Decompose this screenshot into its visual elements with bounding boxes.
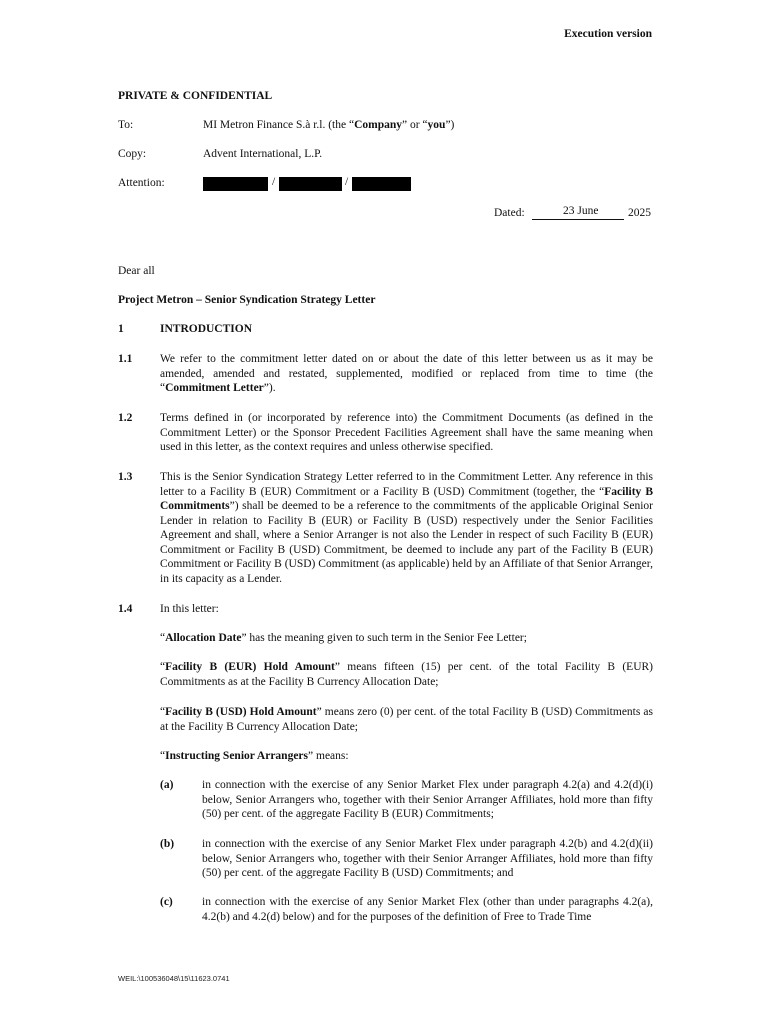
copy-label: Copy: bbox=[118, 148, 147, 160]
facility-b-commitments-term: Facility B Commitments bbox=[160, 485, 653, 512]
clause-number-1-2: 1.2 bbox=[118, 412, 133, 424]
section-title: INTRODUCTION bbox=[160, 323, 253, 335]
to-label: To: bbox=[118, 119, 134, 131]
subject-line: Project Metron – Senior Syndication Strategy Letter bbox=[118, 294, 376, 306]
item-c-text: in connection with the exercise of any Senior Market Flex (other than under paragraphs 4.2(a), 4.2(b) and 4.2(d) below) and for the purposes of the definition of Free to Trade Time bbox=[202, 896, 653, 923]
copy-value: Advent International, L.P. bbox=[203, 148, 323, 160]
definition-instructing-senior-arrangers: “Instructing Senior Arrangers” means: bbox=[160, 750, 349, 762]
dated-day: 23 June bbox=[563, 205, 599, 217]
attention-separator-2: / bbox=[345, 176, 349, 188]
clause-1-2-text: Terms defined in (or incorporated by reference into) the Commitment Documents (as defined in the Commitment Letter) or the Sponsor Precedent Facilities Agreement shall have the same meaning when used in this letter, as the context requires and unless otherwise specified. bbox=[160, 412, 653, 453]
clause-number-1-3: 1.3 bbox=[118, 471, 133, 483]
attention-separator-1: / bbox=[272, 176, 276, 188]
dated-label: Dated: bbox=[494, 207, 525, 219]
item-a-text: in connection with the exercise of any Senior Market Flex under paragraph 4.2(a) and 4.2(d)(i) below, Senior Arrangers who, together with their Senior Arranger Affiliates, hold more than fifty (50) per cent. of the aggregate Facility B (EUR) Commitments; bbox=[202, 779, 653, 820]
clause-number-1-4: 1.4 bbox=[118, 603, 133, 615]
redaction-block-2 bbox=[279, 177, 342, 191]
redaction-block-1 bbox=[203, 177, 268, 191]
clause-1-3-text: This is the Senior Syndication Strategy Letter referred to in the Commitment Letter. Any reference in this letter to a Facility B (EUR) Commitment or a Facility B (USD) Commitment (together, the “Facility B Commitments”) shall be deemed to be a reference to the commitments of the applicable Original Senior Lender in relation to Facility B (EUR) or Facility B (USD) respectively under the Senior Facilities Agreement and shall, where a Senior Arranger is not also the Lender in respect of such Facility B (EUR) Commitment or Facility B (USD) Commitment, be deemed to include any part of the Facility B (EUR) Commitment or Facility B (USD) Commitment (as applicable) held by an Affiliate of that Senior Arranger, in its capacity as a Lender. bbox=[160, 471, 653, 585]
commitment-letter-term: Commitment Letter bbox=[165, 382, 264, 394]
salutation: Dear all bbox=[118, 265, 155, 277]
clause-1-1-text: We refer to the commitment letter dated on or about the date of this letter between us as it may be amended, amended and restated, supplemented, modified or replaced from time to time (the “Commitment Letter”). bbox=[160, 353, 653, 394]
item-label-c: (c) bbox=[160, 896, 173, 908]
item-label-b: (b) bbox=[160, 838, 175, 850]
clause-number-1-1: 1.1 bbox=[118, 353, 133, 365]
confidential-heading: PRIVATE & CONFIDENTIAL bbox=[118, 90, 273, 102]
attention-label: Attention: bbox=[118, 177, 165, 189]
you-term: you bbox=[427, 119, 446, 131]
to-value: MI Metron Finance S.à r.l. (the “Company” or “you”) bbox=[203, 119, 455, 131]
company-term: Company bbox=[354, 119, 402, 131]
item-label-a: (a) bbox=[160, 779, 174, 791]
definition-eur-hold-amount: “Facility B (EUR) Hold Amount” means fifteen (15) per cent. of the total Facility B (EUR) Commitments as at the Facility B Currency Allocation Date; bbox=[160, 661, 653, 688]
definition-allocation-date: “Allocation Date” has the meaning given to such term in the Senior Fee Letter; bbox=[160, 632, 527, 644]
redaction-block-3 bbox=[352, 177, 411, 191]
execution-version-label: Execution version bbox=[564, 28, 652, 40]
dated-year: 2025 bbox=[628, 207, 651, 219]
clause-1-4-text: In this letter: bbox=[160, 603, 219, 615]
definition-usd-hold-amount: “Facility B (USD) Hold Amount” means zero (0) per cent. of the total Facility B (USD) Commitments as at the Facility B Currency Allocation Date; bbox=[160, 706, 653, 733]
dated-underline bbox=[532, 219, 624, 220]
section-number: 1 bbox=[118, 323, 124, 335]
document-reference-footer: WEIL:\100536048\15\11623.0741 bbox=[118, 974, 230, 983]
item-b-text: in connection with the exercise of any Senior Market Flex under paragraph 4.2(b) and 4.2(d)(ii) below, Senior Arrangers who, together with their Senior Arranger Affiliates, hold more than fifty (50) per cent. of the aggregate Facility B (USD) Commitments; and bbox=[202, 838, 653, 879]
